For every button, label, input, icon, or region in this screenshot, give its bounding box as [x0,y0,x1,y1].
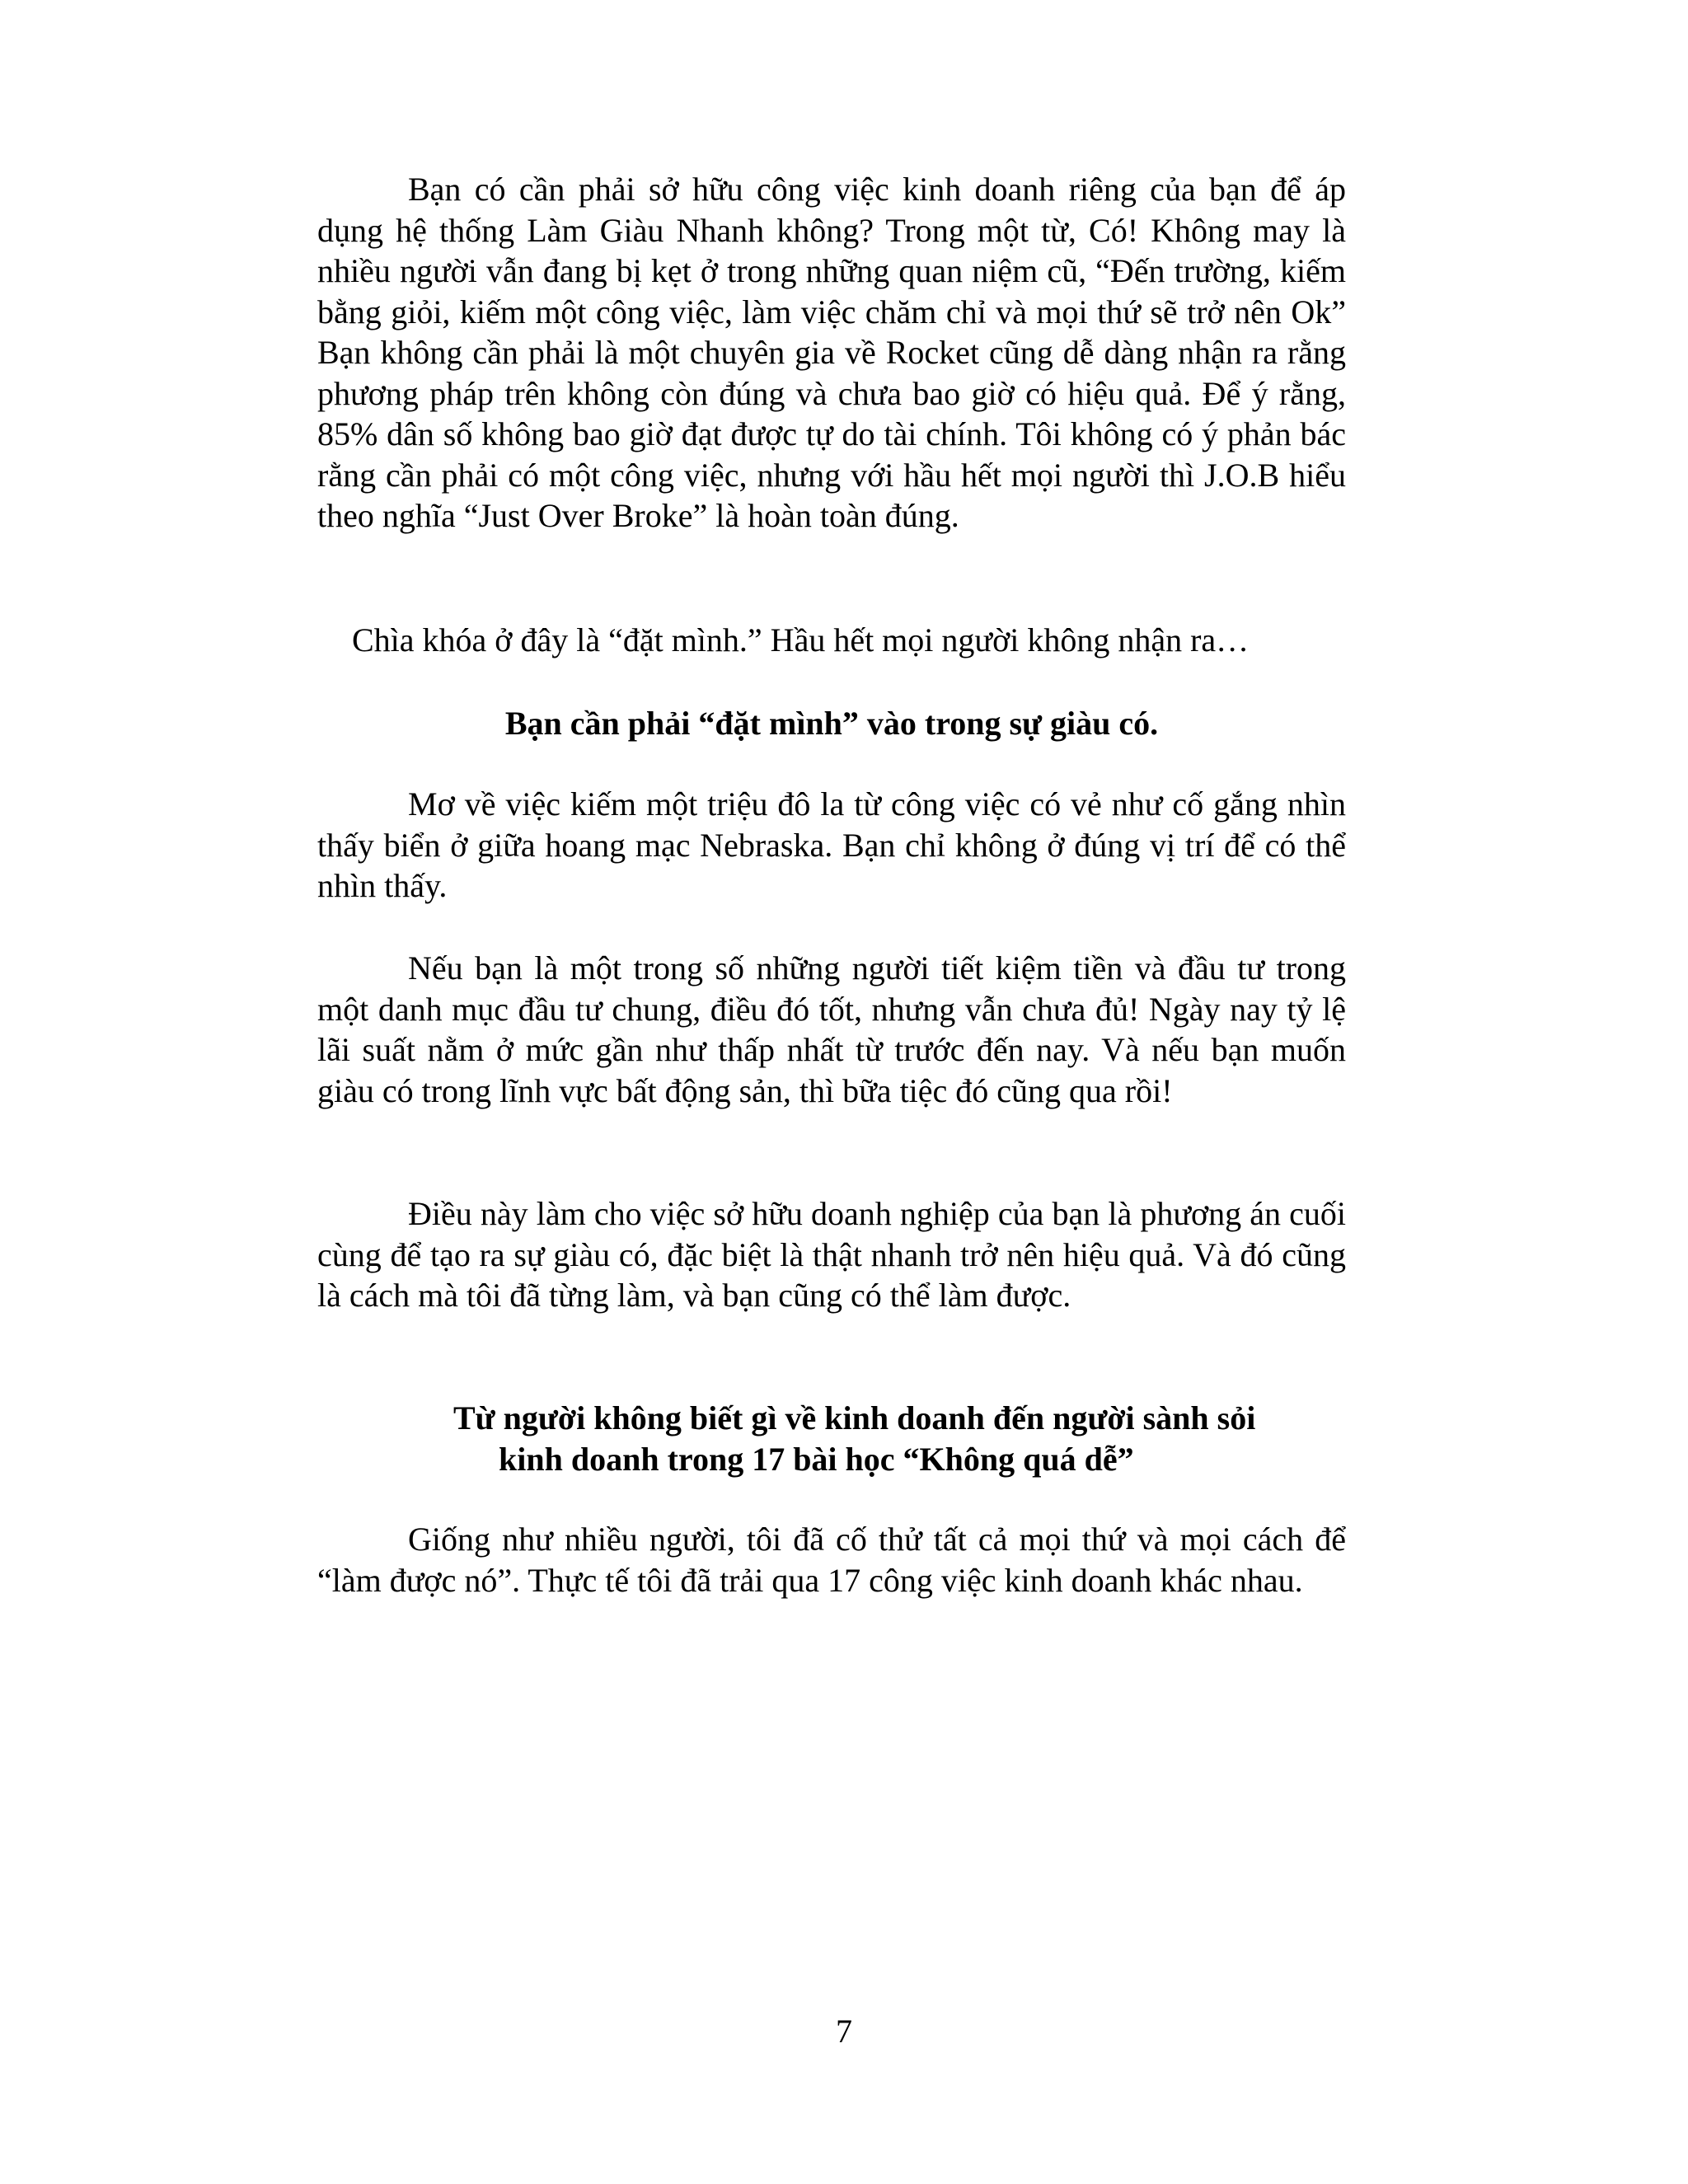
heading-17-lessons-line-2: kinh doanh trong 17 bài học “Không quá dễ” [499,1440,1134,1478]
paragraph-dream-million: Mơ về việc kiếm một triệu đô la từ công việc có vẻ như cố gắng nhìn thấy biển ở giữa hoang mạc Nebraska. Bạn chỉ không ở đúng vị trí để có thể nhìn thấy. [317,785,1346,904]
page-number: 7 [836,2013,852,2050]
paragraph-key-point: Chìa khóa ở đây là “đặt mình.” Hầu hết mọi người không nhận ra… [352,621,1250,658]
heading-17-lessons [317,1398,1346,1479]
paragraph-business-ownership: Điều này làm cho việc sở hữu doanh nghiệp của bạn là phương án cuối cùng để tạo ra sự giàu có, đặc biệt là thật nhanh trở nên hiệu quả. Và đó cũng là cách mà tôi đã từng làm, và bạn cũng có thể làm được. [317,1195,1346,1314]
heading-position-yourself: Bạn cần phải “đặt mình” vào trong sự giàu có. [504,705,1159,742]
paragraph-tried-everything: Giống như nhiều người, tôi đã cố thử tất cả mọi thứ và mọi cách để “làm được nó”. Thực tế tôi đã trải qua 17 công việc kinh doanh khác nhau. [317,1521,1346,1599]
paragraph-savings-invest: Nếu bạn là một trong số những người tiết kiệm tiền và đầu tư trong một danh mục đầu tư chung, điều đó tốt, nhưng vẫn chưa đủ! Ngày nay tỷ lệ lãi suất nằm ở mức gần như thấp nhất từ trước đến nay. Và nếu bạn muốn giàu có trong lĩnh vực bất động sản, thì bữa tiệc đó cũng qua rồi! [317,949,1346,1109]
heading-17-lessons-line-1: Từ người không biết gì về kinh doanh đến người sành sỏi [453,1399,1256,1436]
paragraph-own-business: Bạn có cần phải sở hữu công việc kinh doanh riêng của bạn để áp dụng hệ thống Làm Giàu Nhanh không? Trong một từ, Có! Không may là nhiều người vẫn đang bị kẹt ở trong những quan niệm cũ, “Đến trường, kiếm bằng giỏi, kiếm một công việc, làm việc chăm chỉ và mọi thứ sẽ trở nên Ok” Bạn không cần phải là một chuyên gia về Rocket cũng dễ dàng nhận ra rằng phương pháp trên không còn đúng và chưa bao giờ có hiệu quả. Để ý rằng, 85% dân số không bao giờ đạt được tự do tài chính. Tôi không có ý phản bác rằng cần phải có một công việc, nhưng với hầu hết mọi người thì J.O.B hiểu theo nghĩa “Just Over Broke” là hoàn toàn đúng. [317,171,1346,534]
